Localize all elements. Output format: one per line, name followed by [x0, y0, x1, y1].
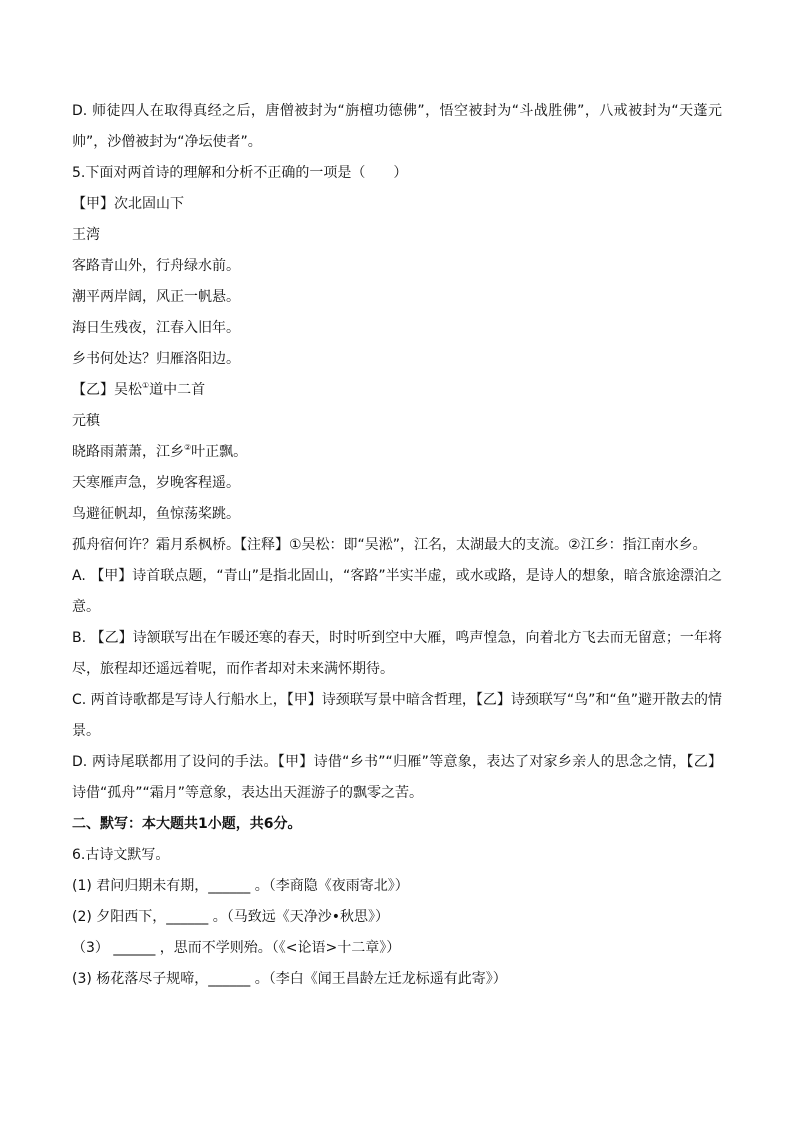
poem-b-title-text: 【乙】吴松: [72, 382, 142, 398]
footnote-marker-1: ①: [142, 381, 150, 390]
poem-b-author: 元稹: [72, 413, 100, 429]
poem-b-title: [72, 375, 722, 406]
question-6-item-2: (2) 夕阳西下，______ 。（马致远《天净沙•秋思》）: [72, 909, 389, 925]
poem-a-author: 王湾: [72, 227, 100, 243]
poem-b-line-2: 天寒雁声急，岁晚客程遥。: [72, 475, 240, 491]
footnote-marker-2: ②: [184, 443, 192, 452]
poem-b-line-1: [72, 437, 722, 468]
question-6-item-4: (3) 杨花落尽子规啼，______ 。（李白《闻王昌龄左迁龙标遥有此寄》）: [72, 971, 507, 987]
question-6-item-3: （3） ______ ，思而不学则殆。（《<论语>十二章》）: [72, 940, 401, 956]
poem-b-line-1-rest: 叶正飘。: [191, 444, 248, 460]
poem-a-line-1: 客路青山外，行舟绿水前。: [72, 258, 240, 274]
poem-a-title: 【甲】次北固山下: [72, 196, 184, 212]
poem-b-line-4-and-notes: 孤舟宿何许？霜月系枫桥。【注释】①吴松：即“吴淞”，江名，太湖最大的支流。②江乡：指江南水乡。: [72, 537, 707, 553]
option-d-previous-question: D. 师徒四人在取得真经之后，唐僧被封为“旃檀功德佛”，悟空被封为“斗战胜佛”，八戒被封为“天蓬元帅”，沙僧被封为“净坛使者”。: [72, 103, 722, 150]
document-page: [72, 96, 722, 995]
poem-b-title-rest: 道中二首: [149, 382, 206, 398]
poem-a-line-2: 潮平两岸阔，风正一帆悬。: [72, 289, 240, 305]
section-2-heading: 二、默写：本大题共1小题，共6分。: [72, 816, 302, 832]
option-c: C. 两首诗歌都是写诗人行船水上，【甲】诗颈联写景中暗含哲理，【乙】诗颈联写“鸟”和“鱼”避开散去的情景。: [72, 692, 722, 739]
poem-b-line-1-text: 晓路雨萧萧，江乡: [72, 444, 184, 460]
poem-a-line-4: 乡书何处达？归雁洛阳边。: [72, 351, 240, 367]
option-d: D. 两诗尾联都用了设问的手法。【甲】诗借“乡书”“归雁”等意象，表达了对家乡亲人的思念之情，【乙】诗借“孤舟”“霜月”等意象，表达出天涯游子的飘零之苦。: [72, 754, 722, 801]
question-6-item-1: (1) 君问归期未有期，______ 。（李商隐《夜雨寄北》）: [72, 878, 409, 894]
poem-b-line-3: 鸟避征帆却，鱼惊荡桨跳。: [72, 506, 240, 522]
question-6-stem: 6.古诗文默写。: [72, 847, 170, 863]
question-5-stem: 5.下面对两首诗的理解和分析不正确的一项是（ ）: [72, 165, 408, 181]
option-b: B. 【乙】诗颔联写出在乍暖还寒的春天，时时听到空中大雁，鸣声惶急，向着北方飞去而无留意；一年将尽，旅程却还遥远着呢，而作者却对未来满怀期待。: [72, 630, 722, 677]
option-a: A. 【甲】诗首联点题，“青山”是指北固山，“客路”半实半虚，或水或路，是诗人的想象，暗含旅途漂泊之意。: [72, 568, 722, 615]
poem-a-line-3: 海日生残夜，江春入旧年。: [72, 320, 240, 336]
